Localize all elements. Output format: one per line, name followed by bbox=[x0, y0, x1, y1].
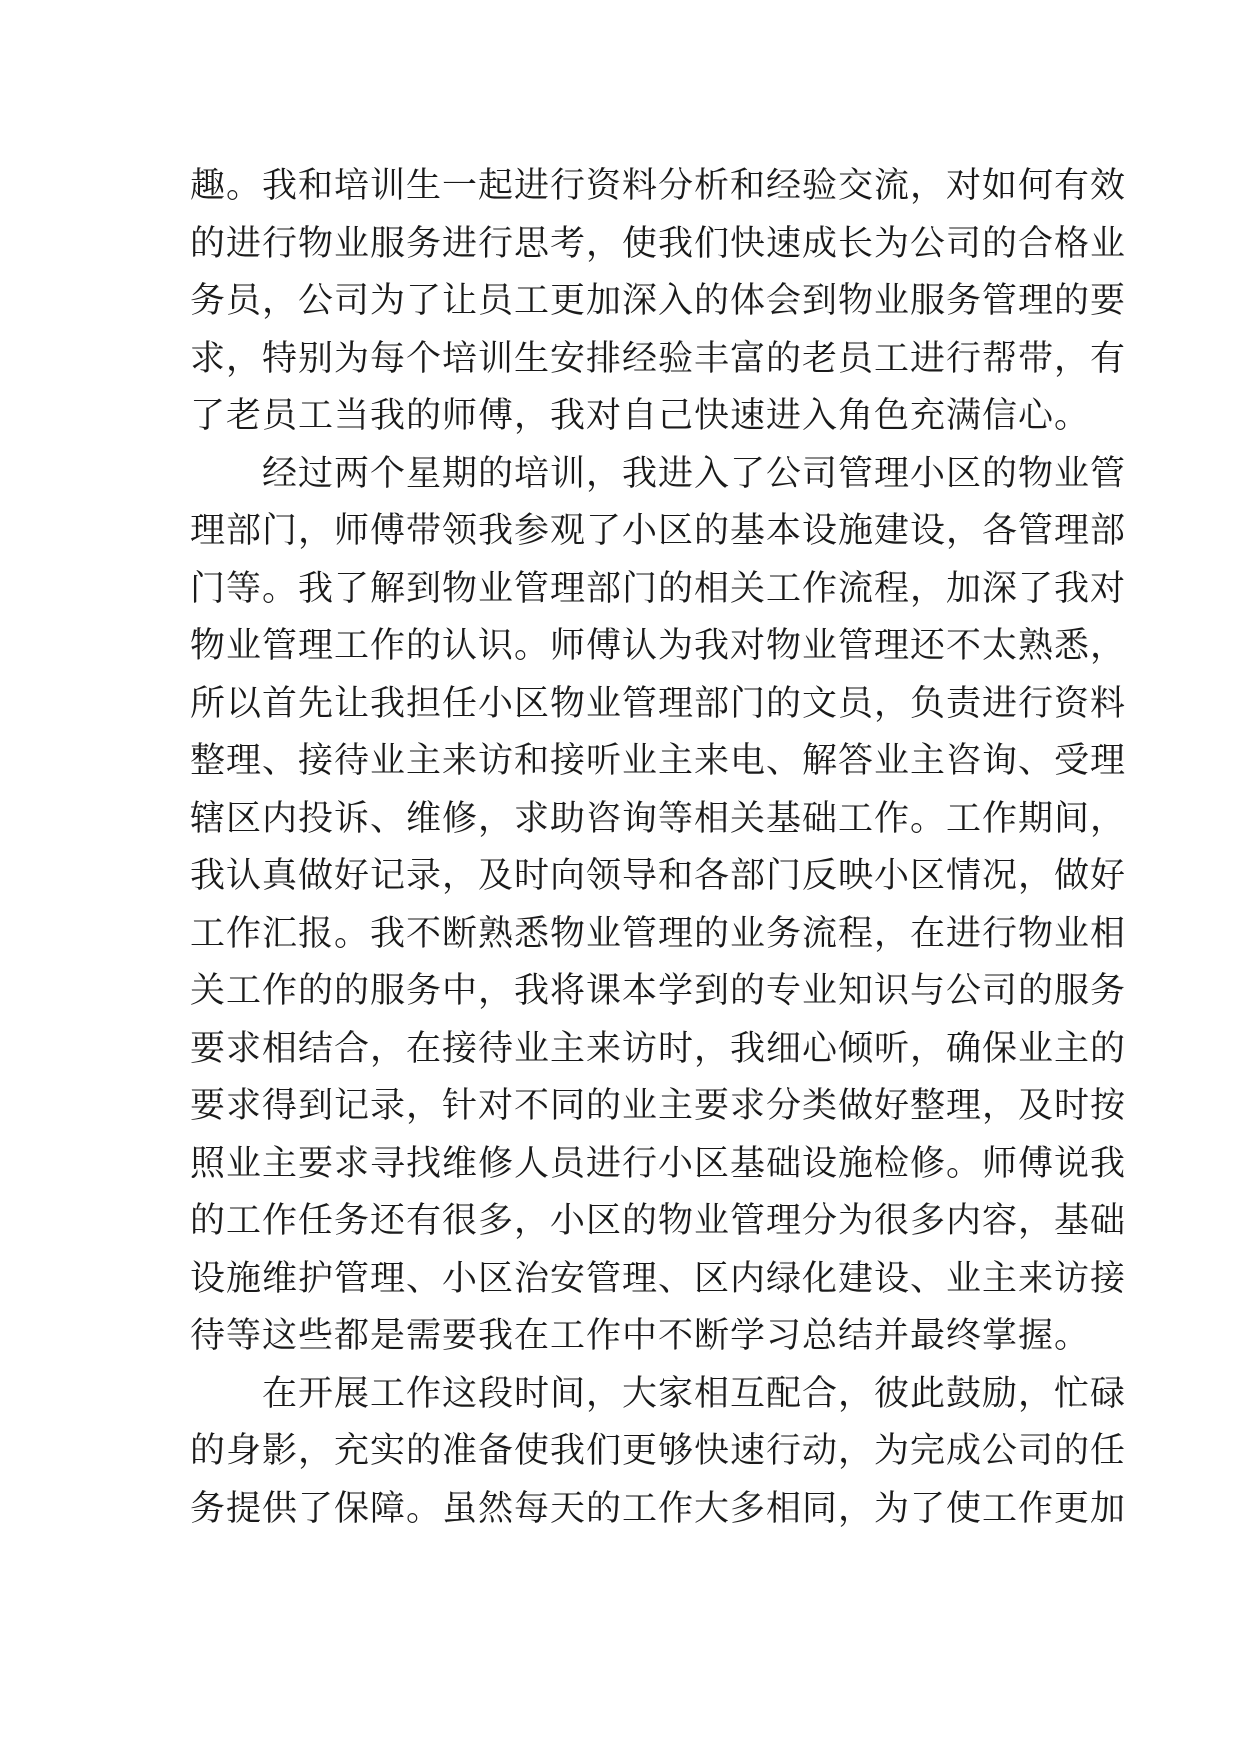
text-line: 设施维护管理、小区治安管理、区内绿化建设、业主来访接 bbox=[190, 1258, 1127, 1299]
text-line: 经过两个星期的培训，我进入了公司管理小区的物业管 bbox=[190, 453, 1127, 494]
text-line: 的身影，充实的准备使我们更够快速行动，为完成公司的任 bbox=[190, 1431, 1127, 1471]
text-line: 工作汇报。我不断熟悉物业管理的业务流程，在进行物业相 bbox=[190, 913, 1127, 954]
text-line: 辖区内投诉、维修，求助咨询等相关基础工作。工作期间， bbox=[190, 798, 1127, 839]
text-line: 务提供了保障。虽然每天的工作大多相同，为了使工作更加 bbox=[190, 1488, 1127, 1529]
text-line: 要求得到记录，针对不同的业主要求分类做好整理，及时按 bbox=[190, 1086, 1127, 1126]
text-line: 我认真做好记录，及时向领导和各部门反映小区情况，做好 bbox=[190, 856, 1127, 896]
text-line: 要求相结合，在接待业主来访时，我细心倾听，确保业主的 bbox=[190, 1028, 1127, 1069]
text-line: 的进行物业服务进行思考，使我们快速成长为公司的合格业 bbox=[190, 223, 1127, 264]
text-line: 所以首先让我担任小区物业管理部门的文员，负责进行资料 bbox=[190, 683, 1127, 724]
text-line: 了老员工当我的师傅，我对自己快速进入角色充满信心。 bbox=[190, 396, 1091, 436]
text-line: 待等这些都是需要我在工作中不断学习总结并最终掌握。 bbox=[190, 1316, 1091, 1356]
text-line: 照业主要求寻找维修人员进行小区基础设施检修。师傅说我 bbox=[190, 1143, 1127, 1184]
text-line: 物业管理工作的认识。师傅认为我对物业管理还不太熟悉， bbox=[190, 626, 1127, 666]
text-line: 趣。我和培训生一起进行资料分析和经验交流，对如何有效 bbox=[190, 166, 1127, 206]
text-line: 务员，公司为了让员工更加深入的体会到物业服务管理的要 bbox=[190, 281, 1127, 321]
body-text bbox=[190, 158, 1127, 1538]
text-line: 关工作的的服务中，我将课本学到的专业知识与公司的服务 bbox=[190, 971, 1127, 1011]
text-line: 门等。我了解到物业管理部门的相关工作流程，加深了我对 bbox=[190, 568, 1127, 609]
text-line: 求，特别为每个培训生安排经验丰富的老员工进行帮带，有 bbox=[190, 338, 1127, 379]
text-line: 理部门，师傅带领我参观了小区的基本设施建设，各管理部 bbox=[190, 511, 1127, 551]
text-line: 整理、接待业主来访和接听业主来电、解答业主咨询、受理 bbox=[190, 741, 1127, 781]
text-line: 的工作任务还有很多，小区的物业管理分为很多内容，基础 bbox=[190, 1201, 1127, 1241]
text-line: 在开展工作这段时间，大家相互配合，彼此鼓励，忙碌 bbox=[190, 1373, 1127, 1414]
